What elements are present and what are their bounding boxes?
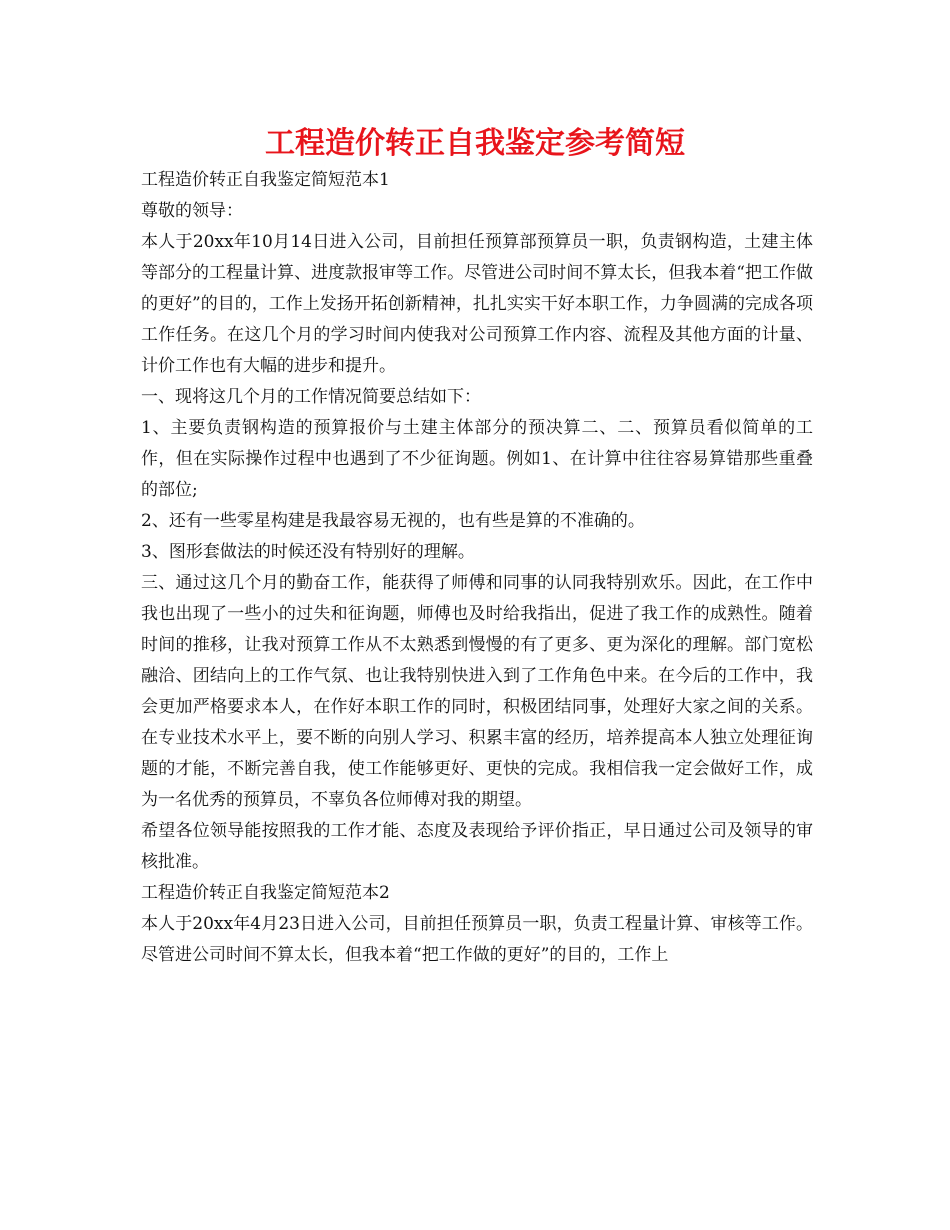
- document-body: [141, 165, 813, 971]
- closing-paragraph: 希望各位领导能按照我的工作才能、态度及表现给予评价指正，早日通过公司及领导的审核批准。: [141, 821, 813, 872]
- summary-heading: 一、现将这几个月的工作情况简要总结如下：: [141, 387, 481, 407]
- salutation: 尊敬的领导：: [141, 201, 243, 221]
- document-title: 工程造价转正自我鉴定参考简短: [265, 126, 685, 161]
- list-item: 1、主要负责钢构造的预算报价与土建主体部分的预决算二、二、预算员看似简单的工作，但在实际操作过程中也遇到了不少征询题。例如1、在计算中往往容易算错那些重叠的部位;: [141, 418, 813, 500]
- list-item: 2、还有一些零星构建是我最容易无视的，也有些是算的不准确的。: [141, 511, 645, 531]
- body-paragraph: 三、通过这几个月的勤奋工作，能获得了师傅和同事的认同我特别欢乐。因此，在工作中我也出现了一些小的过失和征询题，师傅也及时给我指出，促进了我工作的成熟性。随着时间的推移，让我对预算工作从不太熟悉到慢慢的有了更多、更为深化的理解。部门宽松融洽、团结向上的工作气氛、也让我特别快进入到了工作角色中来。在今后的工作中，我会更加严格要求本人，在作好本职工作的同时，积极团结同事，处理好大家之间的关系。在专业技术水平上，要不断的向别人学习、积累丰富的经历，培养提高本人独立处理征询题的才能，不断完善自我，使工作能够更好、更快的完成。我相信我一定会做好工作，成为一名优秀的预算员，不辜负各位师傅对我的期望。: [141, 573, 813, 810]
- list-item: 3、图形套做法的时候还没有特别好的理解。: [141, 542, 475, 562]
- section-heading-sample-1: 工程造价转正自我鉴定简短范本1: [141, 170, 390, 190]
- section-heading-sample-2: 工程造价转正自我鉴定简短范本2: [141, 883, 390, 903]
- body-paragraph: 本人于20xx年10月14日进入公司，目前担任预算部预算员一职，负责钢构造，土建主体等部分的工程量计算、进度款报审等工作。尽管进公司时间不算太长，但我本着“把工作做的更好”的目的，工作上发扬开拓创新精神，扎扎实实干好本职工作，力争圆满的完成各项工作任务。在这几个月的学习时间内使我对公司预算工作内容、流程及其他方面的计量、计价工作也有大幅的进步和提升。: [141, 232, 813, 376]
- body-paragraph: 本人于20xx年4月23日进入公司，目前担任预算员一职，负责工程量计算、审核等工作。尽管进公司时间不算太长，但我本着“把工作做的更好”的目的，工作上: [141, 914, 813, 965]
